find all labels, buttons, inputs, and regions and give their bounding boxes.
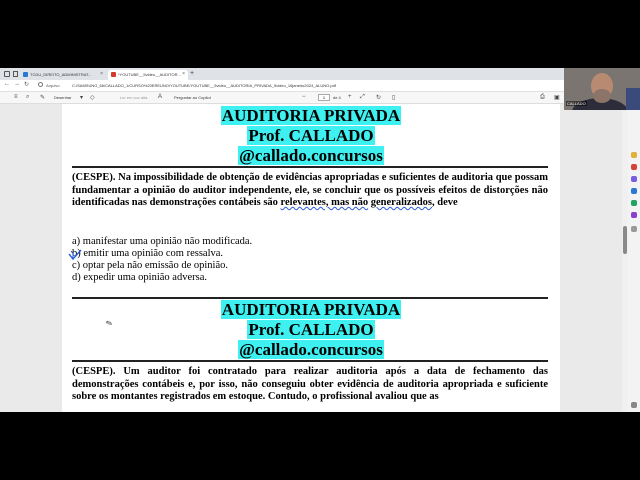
pencil-cursor-icon: ✎ (104, 318, 115, 329)
divider (72, 297, 548, 299)
tools-icon[interactable] (631, 176, 637, 182)
pdf-toolbar (0, 92, 640, 104)
save-icon[interactable]: ▣ (554, 95, 560, 101)
document-viewport[interactable] (0, 104, 622, 412)
block1-title: AUDITORIA PRIVADA (221, 106, 401, 125)
tab-bar (0, 68, 640, 80)
annotation-check-icon (68, 249, 82, 261)
eraser-icon[interactable]: ◇ (90, 95, 95, 101)
rotate-icon[interactable]: ↻ (376, 95, 382, 101)
block2-title: AUDITORIA PRIVADA (221, 300, 401, 319)
settings-icon[interactable] (631, 402, 637, 408)
question-1: (CESPE). Na impossibilidade de obtenção de evidências apropriadas e suficientes de auditoria que possam fundamentar a opinião do auditor independente, ele, se concluir que os possíveis efeitos de distorções não identificadas nas demonstrações contábeis são relevantes, mas não generalizados, deve (72, 172, 548, 208)
back-icon[interactable]: ← (4, 81, 10, 87)
pen-icon[interactable]: ✎ (40, 95, 46, 101)
divider (72, 166, 548, 168)
info-icon[interactable] (38, 82, 43, 87)
address-url[interactable]: C:/SAMSUNG_66/CALLADO_1/CURSO%20EREUNO/YOUTUBE/YOUTUBE__5video__AUDITORIA_PRIVADA_5video_16janeiro2024_ALUNO.pdf (72, 83, 336, 88)
games-icon[interactable] (631, 200, 637, 206)
tab-label: *YOUTUBE__5video__AUDITOR... (118, 72, 181, 77)
block1-author: Prof. CALLADO (248, 126, 374, 145)
add-icon[interactable] (631, 226, 637, 232)
divider (72, 360, 548, 362)
fit-page-icon[interactable]: ⤢ (360, 94, 365, 100)
pdf-page (62, 104, 560, 412)
option-c: c) optar pela não emissão de opinião. (72, 260, 228, 271)
shopping-icon[interactable] (631, 164, 637, 170)
document-icon (23, 72, 28, 77)
forward-icon[interactable]: → (14, 81, 20, 87)
read-aloud-button[interactable]: Ler em voz alta (120, 95, 148, 100)
close-icon[interactable]: × (182, 71, 185, 77)
page-view-icon[interactable]: ▯ (392, 95, 396, 101)
copilot-button[interactable]: Perguntar ao Copilot (174, 95, 211, 100)
workspaces-icon[interactable] (4, 71, 10, 77)
question-2: (CESPE). Um auditor foi contratado para realizar auditoria após a data de fechamento das demonstrações contábeis e, por isso, não conseguiu obter evidência de auditoria apropriada e suficiente sobre os montantes registrados em estoque. Contudo, o profissional avaliou que as (72, 366, 548, 402)
collections-icon[interactable] (631, 152, 637, 158)
browser-window (0, 68, 640, 412)
block2-handle: @callado.concursos (239, 340, 383, 359)
zoom-out-icon[interactable]: − (302, 94, 306, 100)
scrollbar-thumb[interactable] (623, 226, 627, 254)
edge-sidebar (628, 92, 640, 412)
draw-button[interactable]: Desenhar (54, 95, 72, 100)
chevron-down-icon[interactable]: ▾ (80, 95, 84, 101)
office-icon[interactable] (631, 212, 637, 218)
block1-handle: @callado.concursos (239, 146, 383, 165)
address-label: Arquivo (46, 83, 60, 88)
pdf-icon (111, 72, 116, 77)
tab-actions-icon[interactable] (13, 71, 18, 77)
webcam-overlay (564, 68, 640, 110)
font-icon[interactable]: A (158, 94, 163, 100)
close-icon[interactable]: × (100, 71, 103, 77)
page-total: de 4 (333, 95, 341, 100)
tab-pdf[interactable] (108, 70, 188, 80)
tab-label: TCDU_DIREITO_ADMINISTRAT... (30, 72, 92, 77)
outlook-icon[interactable] (631, 188, 637, 194)
address-bar (0, 80, 640, 92)
refresh-icon[interactable]: ↻ (24, 82, 30, 88)
presenter-name: CALLADO (567, 101, 586, 106)
print-icon[interactable]: ⎙ (540, 94, 545, 100)
zoom-in-icon[interactable]: + (348, 94, 352, 100)
tab-document[interactable] (20, 70, 106, 80)
option-b: b) emitir uma opinião com ressalva. (72, 248, 224, 259)
block2-author: Prof. CALLADO (248, 320, 374, 339)
search-icon[interactable]: ⌕ (26, 94, 30, 100)
menu-icon[interactable]: ≡ (14, 94, 18, 100)
page-number-input[interactable]: 1 (318, 94, 330, 101)
option-a: a) manifestar uma opinião não modificada. (72, 236, 253, 247)
new-tab-button[interactable]: + (190, 70, 195, 77)
option-d: d) expedir uma opinião adversa. (72, 272, 207, 283)
